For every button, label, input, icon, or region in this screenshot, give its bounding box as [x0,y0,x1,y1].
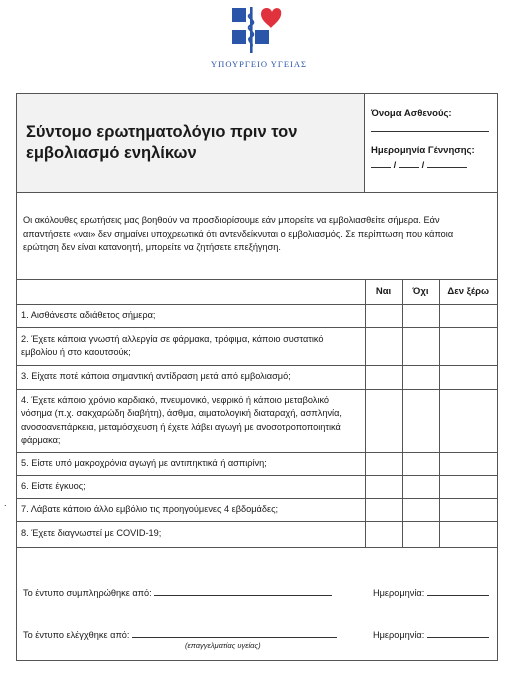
answer-no-cell[interactable] [402,521,439,547]
date-label: Ημερομηνία: [373,630,425,640]
answer-yes-cell[interactable] [365,452,402,475]
checked-date-field[interactable] [427,628,489,638]
answer-dont-know-cell[interactable] [439,304,497,327]
ministry-logo [0,4,518,69]
table-row [17,389,497,452]
ministry-name: ΥΠΟΥΡΓΕΙΟ ΥΓΕΙΑΣ [211,59,307,69]
answer-yes-cell[interactable] [365,521,402,547]
answer-no-cell[interactable] [402,452,439,475]
answer-dont-know-cell[interactable] [439,327,497,365]
answer-yes-cell[interactable] [365,498,402,521]
ministry-emblem-icon [229,4,289,56]
answer-yes-cell[interactable] [365,475,402,498]
table-row [17,475,497,498]
professional-note: (επαγγελματίας υγείας) [185,641,261,650]
completed-date-field[interactable] [427,586,489,596]
checked-by-field[interactable] [132,628,337,638]
answer-dont-know-cell[interactable] [439,498,497,521]
question-text: 8. Έχετε διαγνωστεί με COVID-19; [17,521,365,547]
patient-info [365,94,497,192]
answer-no-cell[interactable] [402,498,439,521]
date-label: Ημερομηνία: [373,588,425,598]
questions-table [17,280,497,548]
header-blank-cell [17,280,365,304]
dob-separator: / [421,160,425,171]
questionnaire-form [16,93,498,661]
question-text: 5. Είστε υπό μακροχρόνια αγωγή με αντιπηκτικά ή ασπιρίνη; [17,452,365,475]
answer-yes-cell[interactable] [365,389,402,452]
answer-dont-know-cell[interactable] [439,521,497,547]
answer-yes-cell[interactable] [365,327,402,365]
answer-dont-know-cell[interactable] [439,475,497,498]
table-header-row [17,280,497,304]
column-dont-know: Δεν ξέρω [439,280,497,304]
column-no: Όχι [402,280,439,304]
dob-year-field[interactable] [427,158,467,168]
table-row [17,521,497,547]
dob-separator: / [393,160,397,171]
patient-name-field[interactable] [371,119,489,132]
column-yes: Ναι [365,280,402,304]
question-text: 6. Είστε έγκυος; [17,475,365,498]
question-text: 2. Έχετε κάποια γνωστή αλλεργία σε φάρμακα, τρόφιμα, κάποιο συστατικό εμβολίου ή στο καουτσούκ; [17,327,365,365]
title-cell [17,94,365,192]
answer-no-cell[interactable] [402,365,439,389]
answer-yes-cell[interactable] [365,365,402,389]
table-row [17,452,497,475]
question-text: 4. Έχετε κάποιο χρόνιο καρδιακό, πνευμονικό, νεφρικό ή κάποιο μεταβολικό νόσημα (π.χ. σακχαρώδη διαβήτη), άσθμα, αιματολογική διαταραχή, ασπληνία, ανοσοανεπάρκεια, μεταμόσχευση ή έχετε λάβει αγωγή με ανοσοτροποποιητικά φάρμακα; [17,389,365,452]
margin-mark: . [4,498,7,508]
answer-no-cell[interactable] [402,304,439,327]
form-title: Σύντομο ερωτηματολόγιο πριν τον εμβολιασμό ενηλίκων [26,123,298,162]
table-row [17,365,497,389]
table-row [17,327,497,365]
dob-day-field[interactable] [371,158,391,168]
answer-no-cell[interactable] [402,475,439,498]
answer-yes-cell[interactable] [365,304,402,327]
checked-by-label: Το έντυπο ελέγχθηκε από: [23,630,130,640]
completed-by-label: Το έντυπο συμπληρώθηκε από: [23,588,152,598]
answer-no-cell[interactable] [402,389,439,452]
form-header [17,94,497,193]
completed-by-field[interactable] [154,586,332,596]
answer-dont-know-cell[interactable] [439,389,497,452]
answer-no-cell[interactable] [402,327,439,365]
intro-text: Οι ακόλουθες ερωτήσεις μας βοηθούν να προσδιορίσουμε εάν μπορείτε να εμβολιασθείτε σήμερα. Εάν απαντήσετε «ναι» δεν σημαίνει υποχρεωτικά ότι αντενδείκνυται ο εμβολιασμός. Σε περίπτωση που κάποια ερώτηση δεν είναι κατανοητή, μπορείτε να ζητήσετε επεξήγηση. [17,193,497,280]
question-text: 1. Αισθάνεστε αδιάθετος σήμερα; [17,304,365,327]
table-row [17,304,497,327]
answer-dont-know-cell[interactable] [439,452,497,475]
table-row [17,498,497,521]
question-text: 7. Λάβατε κάποιο άλλο εμβόλιο τις προηγούμενες 4 εβδομάδες; [17,498,365,521]
question-text: 3. Είχατε ποτέ κάποια σημαντική αντίδραση μετά από εμβολιασμό; [17,365,365,389]
dob-month-field[interactable] [399,158,419,168]
answer-dont-know-cell[interactable] [439,365,497,389]
dob-label: Ημερομηνία Γέννησης: [371,145,475,156]
dob-field[interactable] [371,158,497,171]
patient-name-label: Όνομα Ασθενούς: [371,108,452,119]
